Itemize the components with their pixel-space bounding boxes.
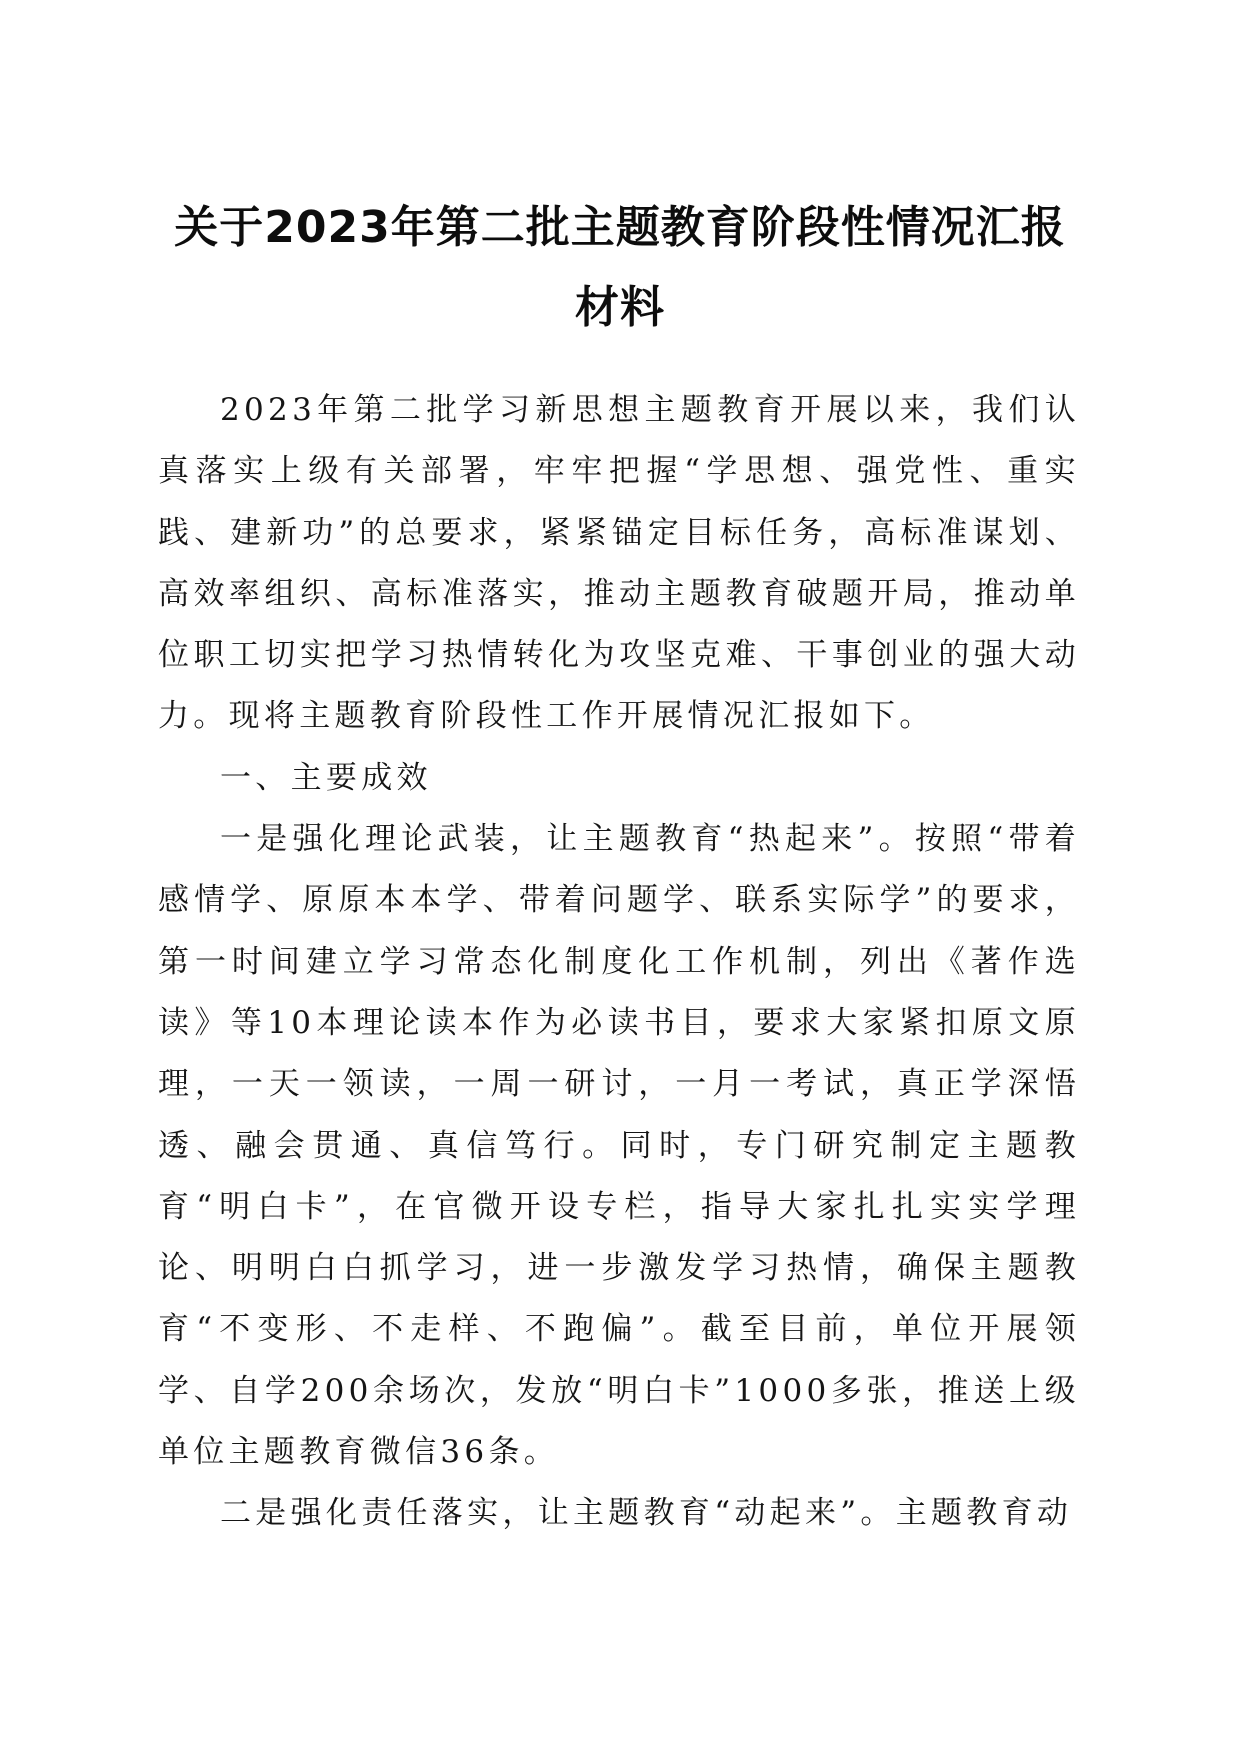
paragraph-theory-study: 一是强化理论武装，让主题教育“热起来”。按照“带着感情学、原原本本学、带着问题学、联系实际学”的要求，第一时间建立学习常态化制度化工作机制，列出《著作选读》等10本理论读本作为必读书目，要求大家紧扣原文原理，一天一领读，一周一研讨，一月一考试，真正学深悟透、融会贯通、真信笃行。同时，专门研究制定主题教育“明白卡”，在官微开设专栏，指导大家扎扎实实学理论、明明白白抓学习，进一步激发学习热情，确保主题教育“不变形、不走样、不跑偏”。截至目前，单位开展领学、自学200余场次，发放“明白卡”1000多张，推送上级单位主题教育微信36条。 [158, 821, 1080, 1471]
title-line-1: 关于2023年第二批主题教育阶段性情况汇报 [174, 202, 1066, 253]
document-body [158, 380, 1080, 1545]
title-line-2: 材料 [575, 282, 665, 333]
paragraph-responsibility: 二是强化责任落实，让主题教育“动起来”。主题教育动 [220, 1495, 1073, 1532]
document-title [150, 188, 1090, 348]
intro-paragraph: 2023年第二批学习新思想主题教育开展以来，我们认真落实上级有关部署，牢牢把握“学思想、强党性、重实践、建新功”的总要求，紧紧锚定目标任务，高标准谋划、高效率组织、高标准落实，推动主题教育破题开局，推动单位职工切实把学习热情转化为攻坚克难、干事创业的强大动力。现将主题教育阶段性工作开展情况汇报如下。 [158, 392, 1080, 735]
section-heading-main-results: 一、主要成效 [220, 759, 432, 796]
